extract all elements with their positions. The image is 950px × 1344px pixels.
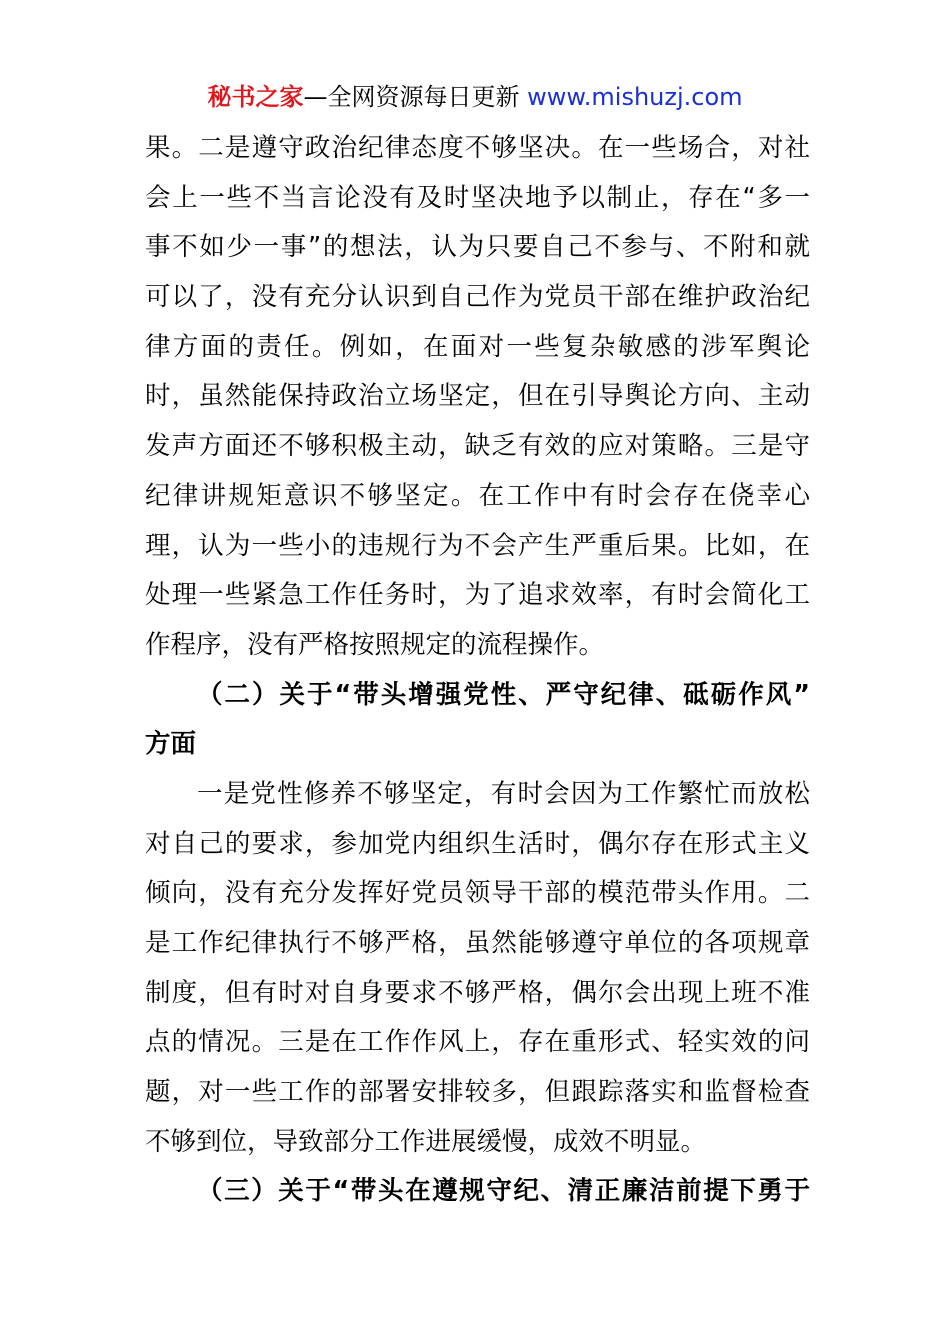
page-header bbox=[0, 80, 950, 114]
paragraph-line: 时，虽然能保持政治立场坚定，但在引导舆论方向、主动 bbox=[145, 381, 810, 412]
paragraph-line: 会上一些不当言论没有及时坚决地予以制止，存在“多一 bbox=[145, 182, 810, 213]
document-body bbox=[145, 124, 810, 1217]
section-heading-line: （二）关于“带头增强党性、严守纪律、砥砺作风” bbox=[197, 679, 810, 710]
paragraph-line: 纪律讲规矩意识不够坚定。在工作中有时会存在侥幸心 bbox=[145, 480, 810, 511]
paragraph-line: 可以了，没有充分认识到自己作为党员干部在维护政治纪 bbox=[145, 282, 810, 313]
paragraph-line: 律方面的责任。例如，在面对一些复杂敏感的涉军舆论 bbox=[145, 331, 810, 362]
paragraph-line: 果。二是遵守政治纪律态度不够坚决。在一些场合，对社 bbox=[145, 133, 810, 163]
paragraph-line: 作程序，没有严格按照规定的流程操作。 bbox=[145, 629, 605, 660]
paragraph-line: 理，认为一些小的违规行为不会产生严重后果。比如，在 bbox=[145, 530, 810, 561]
paragraph-line: 是工作纪律执行不够严格，虽然能够遵守单位的各项规章 bbox=[145, 928, 810, 958]
paragraph-line: 处理一些紧急工作任务时，为了追求效率，有时会简化工 bbox=[145, 580, 810, 611]
paragraph-line: 一是党性修养不够坚定，有时会因为工作繁忙而放松 bbox=[197, 778, 810, 809]
paragraph-line: 对自己的要求，参加党内组织生活时，偶尔存在形式主义 bbox=[145, 828, 810, 859]
section-heading-line: 方面 bbox=[145, 729, 197, 760]
header-tagline: —全网资源每日更新 bbox=[303, 83, 520, 111]
paragraph-line: 发声方面还不够积极主动，缺乏有效的应对策略。三是守 bbox=[145, 431, 810, 462]
header-brand: 秘书之家 bbox=[207, 83, 304, 111]
paragraph-line: 事不如少一事”的想法，认为只要自己不参与、不附和就 bbox=[145, 232, 810, 263]
section-heading-line: （三）关于“带头在遵规守纪、清正廉洁前提下勇于 bbox=[197, 1176, 810, 1207]
paragraph-line: 倾向，没有充分发挥好党员领导干部的模范带头作用。二 bbox=[145, 878, 810, 909]
paragraph-line: 题，对一些工作的部署安排较多，但跟踪落实和监督检查 bbox=[145, 1077, 810, 1108]
paragraph-line: 点的情况。三是在工作作风上，存在重形式、轻实效的问 bbox=[145, 1027, 810, 1058]
paragraph-line: 制度，但有时对自身要求不够严格，偶尔会出现上班不准 bbox=[145, 977, 810, 1008]
paragraph-line: 不够到位，导致部分工作进展缓慢，成效不明显。 bbox=[145, 1126, 707, 1157]
header-url: www.mishuzj.com bbox=[527, 83, 743, 111]
